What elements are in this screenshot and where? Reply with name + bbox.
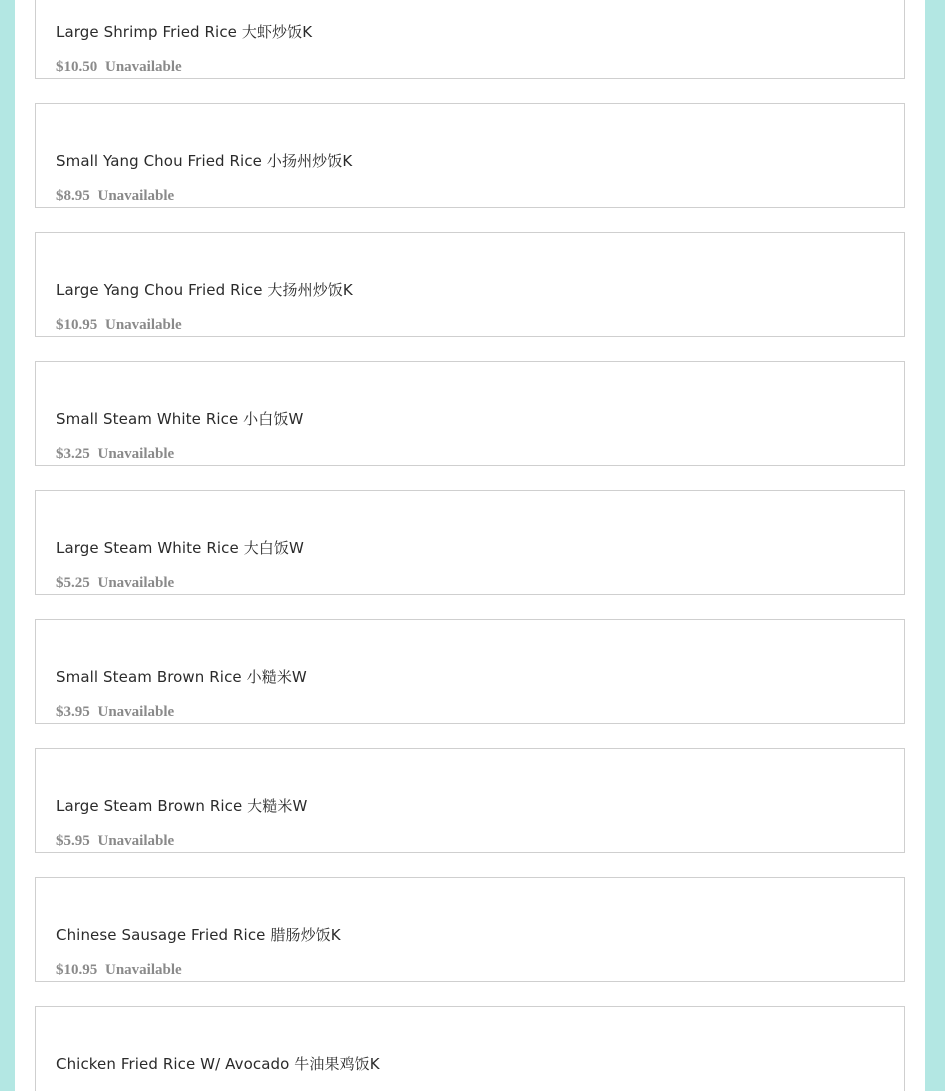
- menu-item-price: $10.95: [56, 962, 98, 978]
- menu-item-price: $10.95: [56, 317, 98, 333]
- menu-item-price: $5.25: [56, 575, 90, 591]
- menu-item-price-row: [56, 446, 174, 463]
- menu-page: [15, 0, 925, 1091]
- menu-item-status: Unavailable: [105, 962, 182, 978]
- menu-item-price-row: [56, 317, 182, 334]
- menu-item-card[interactable]: [35, 1006, 905, 1091]
- menu-item-price-row: [56, 962, 182, 979]
- menu-item-price-row: [56, 704, 174, 721]
- menu-item-name: Chicken Fried Rice W/ Avocado 牛油果鸡饭K: [56, 1055, 380, 1073]
- menu-item-status: Unavailable: [105, 317, 182, 333]
- menu-item-name: Small Steam White Rice 小白饭W: [56, 410, 304, 428]
- menu-item-name: Chinese Sausage Fried Rice 腊肠炒饭K: [56, 926, 341, 944]
- menu-item-status: Unavailable: [97, 575, 175, 591]
- menu-item-status: Unavailable: [105, 59, 182, 75]
- menu-item-price-row: [56, 59, 182, 76]
- menu-item-price-row: [56, 575, 174, 592]
- menu-item-card[interactable]: [35, 619, 905, 724]
- menu-item-name: Small Steam Brown Rice 小糙米W: [56, 668, 307, 686]
- menu-item-status: Unavailable: [97, 704, 175, 720]
- menu-item-name: Large Yang Chou Fried Rice 大扬州炒饭K: [56, 281, 353, 299]
- menu-item-price: $10.50: [56, 59, 98, 75]
- menu-item-card[interactable]: [35, 103, 905, 208]
- menu-item-card[interactable]: [35, 490, 905, 595]
- menu-item-name: Large Shrimp Fried Rice 大虾炒饭K: [56, 23, 313, 41]
- menu-item-price: $3.25: [56, 446, 90, 462]
- menu-item-name: Large Steam White Rice 大白饭W: [56, 539, 304, 557]
- menu-item-price: $8.95: [56, 188, 90, 204]
- menu-item-price: $3.95: [56, 704, 90, 720]
- menu-item-card[interactable]: [35, 877, 905, 982]
- menu-item-price-row: [56, 833, 174, 850]
- menu-item-name: Small Yang Chou Fried Rice 小扬州炒饭K: [56, 152, 353, 170]
- menu-item-list: [35, 0, 905, 1091]
- menu-item-status: Unavailable: [97, 833, 175, 849]
- menu-item-status: Unavailable: [97, 188, 175, 204]
- menu-item-card[interactable]: [35, 0, 905, 79]
- menu-item-card[interactable]: [35, 361, 905, 466]
- menu-item-price: $5.95: [56, 833, 90, 849]
- menu-item-price-row: [56, 188, 174, 205]
- menu-item-name: Large Steam Brown Rice 大糙米W: [56, 797, 308, 815]
- menu-item-card[interactable]: [35, 232, 905, 337]
- menu-item-status: Unavailable: [97, 446, 175, 462]
- menu-item-card[interactable]: [35, 748, 905, 853]
